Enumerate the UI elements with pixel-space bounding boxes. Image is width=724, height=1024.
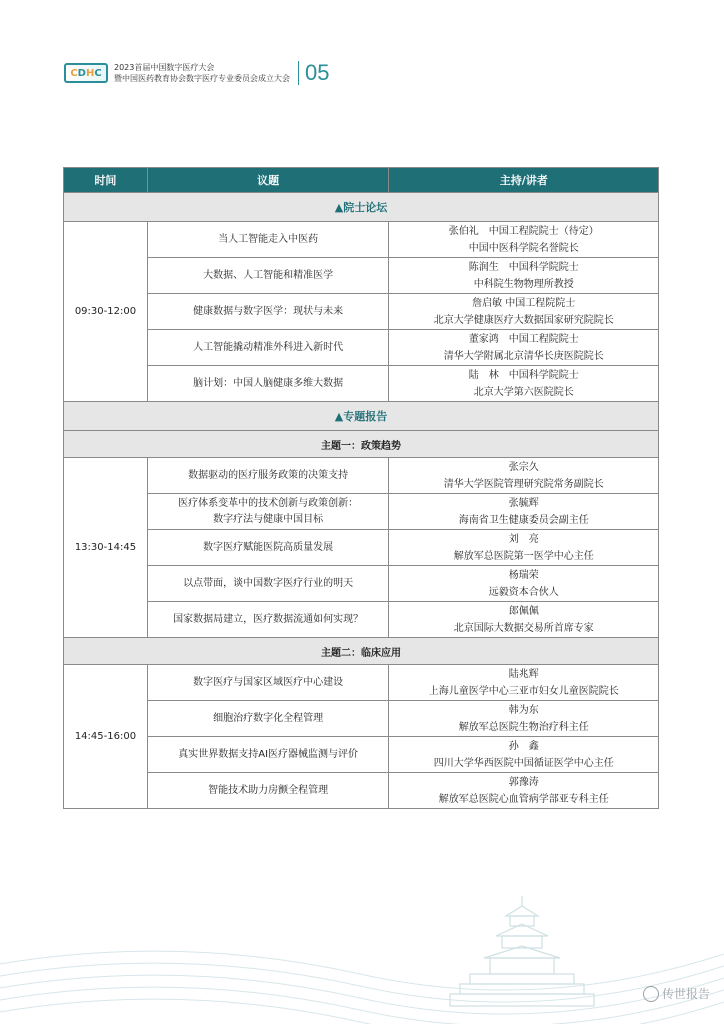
speaker-affiliation: 上海儿童医学中心三亚市妇女儿童医院院长 xyxy=(428,685,619,697)
speaker-affiliation: 解放军总医院第一医学中心主任 xyxy=(453,550,594,562)
speaker-affiliation: 清华大学医院管理研究院常务副院长 xyxy=(443,478,604,490)
table-row xyxy=(64,530,659,566)
speaker-cell xyxy=(389,665,659,701)
topic-cell: 数据驱动的医疗服务政策的决策支持 xyxy=(147,458,389,494)
table-row xyxy=(64,566,659,602)
topic-cell: 细胞治疗数字化全程管理 xyxy=(147,701,389,737)
conference-title-line2: 暨中国医药教育协会数字医疗专业委员会成立大会 xyxy=(114,74,290,83)
speaker-name: 董家鸿 中国工程院院士 xyxy=(468,333,579,345)
wechat-icon xyxy=(643,986,659,1002)
speaker-cell xyxy=(389,458,659,494)
speaker-affiliation: 中国中医科学院名誉院长 xyxy=(468,242,579,254)
speaker-affiliation: 海南省卫生健康委员会副主任 xyxy=(458,514,589,526)
table-row xyxy=(64,258,659,294)
speaker-name: 韩为东 xyxy=(508,704,539,716)
header-divider xyxy=(298,61,299,85)
conference-title xyxy=(114,62,290,84)
speaker-cell xyxy=(389,773,659,809)
conference-title-line1: 2023首届中国数字医疗大会 xyxy=(114,63,215,72)
section-title: ▲院士论坛 xyxy=(64,193,659,222)
session-time: 09:30-12:00 xyxy=(64,222,148,402)
topic-cell: 国家数据局建立，医疗数据流通如何实现？ xyxy=(147,602,389,638)
topic-line2: 数字疗法与健康中国目标 xyxy=(213,513,324,525)
speaker-cell xyxy=(389,566,659,602)
speaker-cell xyxy=(389,294,659,330)
topic-cell: 智能技术助力房颤全程管理 xyxy=(147,773,389,809)
speaker-name: 詹启敏 中国工程院院士 xyxy=(472,297,576,309)
topic-cell xyxy=(147,494,389,530)
speaker-affiliation: 清华大学附属北京清华长庚医院院长 xyxy=(443,350,604,362)
table-row xyxy=(64,737,659,773)
theme-title: 主题一：政策趋势 xyxy=(64,431,659,458)
speaker-name: 杨瑞荣 xyxy=(508,569,539,581)
conference-logo: C D H C xyxy=(64,63,108,83)
table-row xyxy=(64,665,659,701)
table-header-row xyxy=(64,168,659,193)
watermark xyxy=(643,985,710,1002)
topic-cell: 脑计划：中国人脑健康多维大数据 xyxy=(147,366,389,402)
speaker-cell xyxy=(389,330,659,366)
speaker-name: 张伯礼 中国工程院院士（待定） xyxy=(448,225,599,237)
speaker-affiliation: 北京国际大数据交易所首席专家 xyxy=(453,622,594,634)
table-row xyxy=(64,458,659,494)
speaker-name: 张宗久 xyxy=(508,461,539,473)
schedule-table xyxy=(63,167,659,809)
session-time: 13:30-14:45 xyxy=(64,458,148,638)
topic-cell: 数字医疗赋能医院高质量发展 xyxy=(147,530,389,566)
speaker-name: 陆兆辉 xyxy=(508,668,539,680)
speaker-affiliation: 解放军总医院心血管病学部亚专科主任 xyxy=(438,793,609,805)
speaker-affiliation: 北京大学第六医院院长 xyxy=(473,386,574,398)
speaker-name: 陆 林 中国科学院院士 xyxy=(468,369,579,381)
topic-cell: 健康数据与数字医学：现状与未来 xyxy=(147,294,389,330)
topic-cell: 真实世界数据支持AI医疗器械监测与评价 xyxy=(147,737,389,773)
column-header-time: 时间 xyxy=(64,168,148,193)
speaker-affiliation: 北京大学健康医疗大数据国家研究院院长 xyxy=(433,314,614,326)
theme-title: 主题二：临床应用 xyxy=(64,638,659,665)
speaker-name: 郎佩佩 xyxy=(508,605,539,617)
page-header xyxy=(64,58,329,88)
speaker-name: 郭豫涛 xyxy=(508,776,539,788)
topic-cell: 人工智能撬动精准外科进入新时代 xyxy=(147,330,389,366)
table-row xyxy=(64,494,659,530)
speaker-name: 刘 亮 xyxy=(508,533,539,545)
column-header-topic: 议题 xyxy=(147,168,389,193)
topic-cell: 数字医疗与国家区域医疗中心建设 xyxy=(147,665,389,701)
table-row xyxy=(64,294,659,330)
speaker-cell xyxy=(389,701,659,737)
footer-decoration xyxy=(0,894,724,1024)
table-row xyxy=(64,366,659,402)
session-time: 14:45-16:00 xyxy=(64,665,148,809)
topic-cell: 以点带面，谈中国数字医疗行业的明天 xyxy=(147,566,389,602)
speaker-cell xyxy=(389,258,659,294)
speaker-affiliation: 远毅资本合伙人 xyxy=(488,586,559,598)
speaker-name: 张毓辉 xyxy=(508,497,539,509)
table-row xyxy=(64,701,659,737)
speaker-cell xyxy=(389,366,659,402)
speaker-affiliation: 中科院生物物理所教授 xyxy=(473,278,574,290)
speaker-affiliation: 四川大学华西医院中国循证医学中心主任 xyxy=(433,757,614,769)
speaker-affiliation: 解放军总医院生物治疗科主任 xyxy=(458,721,589,733)
column-header-speaker: 主持/讲者 xyxy=(389,168,659,193)
speaker-cell xyxy=(389,530,659,566)
table-row xyxy=(64,222,659,258)
topic-line1: 医疗体系变革中的技术创新与政策创新： xyxy=(178,497,359,509)
table-row xyxy=(64,773,659,809)
speaker-cell xyxy=(389,494,659,530)
watermark-text: 传世报告 xyxy=(661,987,710,1001)
speaker-cell xyxy=(389,602,659,638)
topic-cell: 当人工智能走入中医药 xyxy=(147,222,389,258)
speaker-cell xyxy=(389,222,659,258)
speaker-cell xyxy=(389,737,659,773)
topic-cell: 大数据、人工智能和精准医学 xyxy=(147,258,389,294)
section-title: ▲专题报告 xyxy=(64,402,659,431)
page-number: 05 xyxy=(305,60,330,85)
speaker-name: 孙 鑫 xyxy=(508,740,539,752)
table-row xyxy=(64,330,659,366)
table-row xyxy=(64,602,659,638)
speaker-name: 陈润生 中国科学院院士 xyxy=(468,261,579,273)
